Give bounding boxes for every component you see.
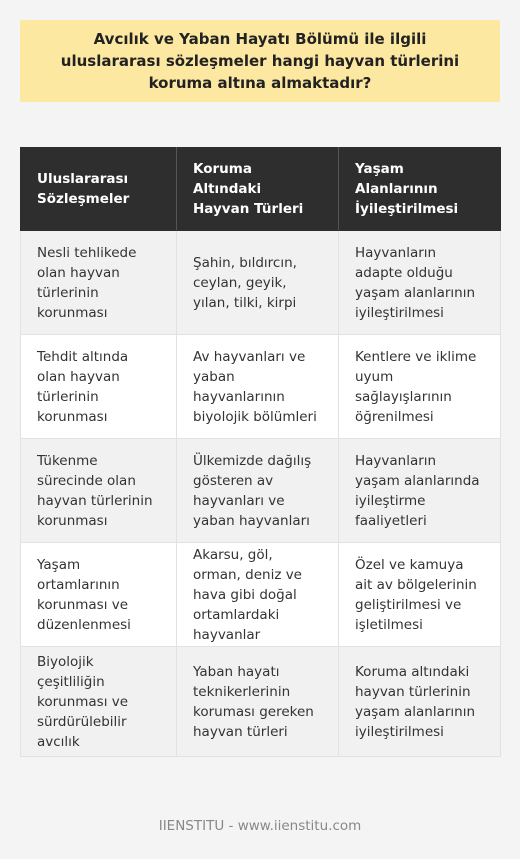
conventions-table — [20, 147, 501, 757]
footer-credit: IIENSTITU - www.iienstitu.com — [158, 818, 362, 834]
table-cell: Av hayvanları ve yaban hayvanlarının biyolojik bölümleri — [177, 335, 339, 439]
table-cell: Yaşam ortamlarının korunması ve düzenlenmesi — [21, 543, 177, 647]
header-habitat-improvement: Yaşam Alanlarının İyileştirilmesi — [339, 148, 501, 231]
table-header-row — [21, 148, 501, 231]
page-title: Avcılık ve Yaban Hayatı Bölümü ile ilgili uluslararası sözleşmeler hangi hayvan türlerini koruma altına almaktadır? — [60, 30, 460, 92]
table-cell: Özel ve kamuya ait av bölgelerinin geliştirilmesi ve işletilmesi — [339, 543, 501, 647]
table-cell: Ülkemizde dağılış gösteren av hayvanları ve yaban hayvanları — [177, 439, 339, 543]
table-cell: Tükenme sürecinde olan hayvan türlerinin korunması — [21, 439, 177, 543]
table-row — [21, 439, 501, 543]
table-row — [21, 231, 501, 335]
table-row — [21, 335, 501, 439]
title-banner — [20, 20, 500, 102]
header-conventions: Uluslararası Sözleşmeler — [21, 148, 177, 231]
table-cell: Tehdit altında olan hayvan türlerinin korunması — [21, 335, 177, 439]
table-cell: Koruma altındaki hayvan türlerinin yaşam alanlarının iyileştirilmesi — [339, 647, 501, 757]
table-cell: Yaban hayatı teknikerlerinin koruması gereken hayvan türleri — [177, 647, 339, 757]
table-cell: Şahin, bıldırcın, ceylan, geyik, yılan, tilki, kirpi — [177, 231, 339, 335]
table-cell: Hayvanların adapte olduğu yaşam alanlarının iyileştirilmesi — [339, 231, 501, 335]
header-protected-species: Koruma Altındaki Hayvan Türleri — [177, 148, 339, 231]
table-row — [21, 543, 501, 647]
table-cell: Kentlere ve iklime uyum sağlayışlarının öğrenilmesi — [339, 335, 501, 439]
table-row — [21, 647, 501, 757]
table-cell: Akarsu, göl, orman, deniz ve hava gibi doğal ortamlardaki hayvanlar — [177, 543, 339, 647]
table-cell: Hayvanların yaşam alanlarında iyileştirme faaliyetleri — [339, 439, 501, 543]
table-cell: Nesli tehlikede olan hayvan türlerinin korunması — [21, 231, 177, 335]
table-cell: Biyolojik çeşitliliğin korunması ve sürdürülebilir avcılık — [21, 647, 177, 757]
